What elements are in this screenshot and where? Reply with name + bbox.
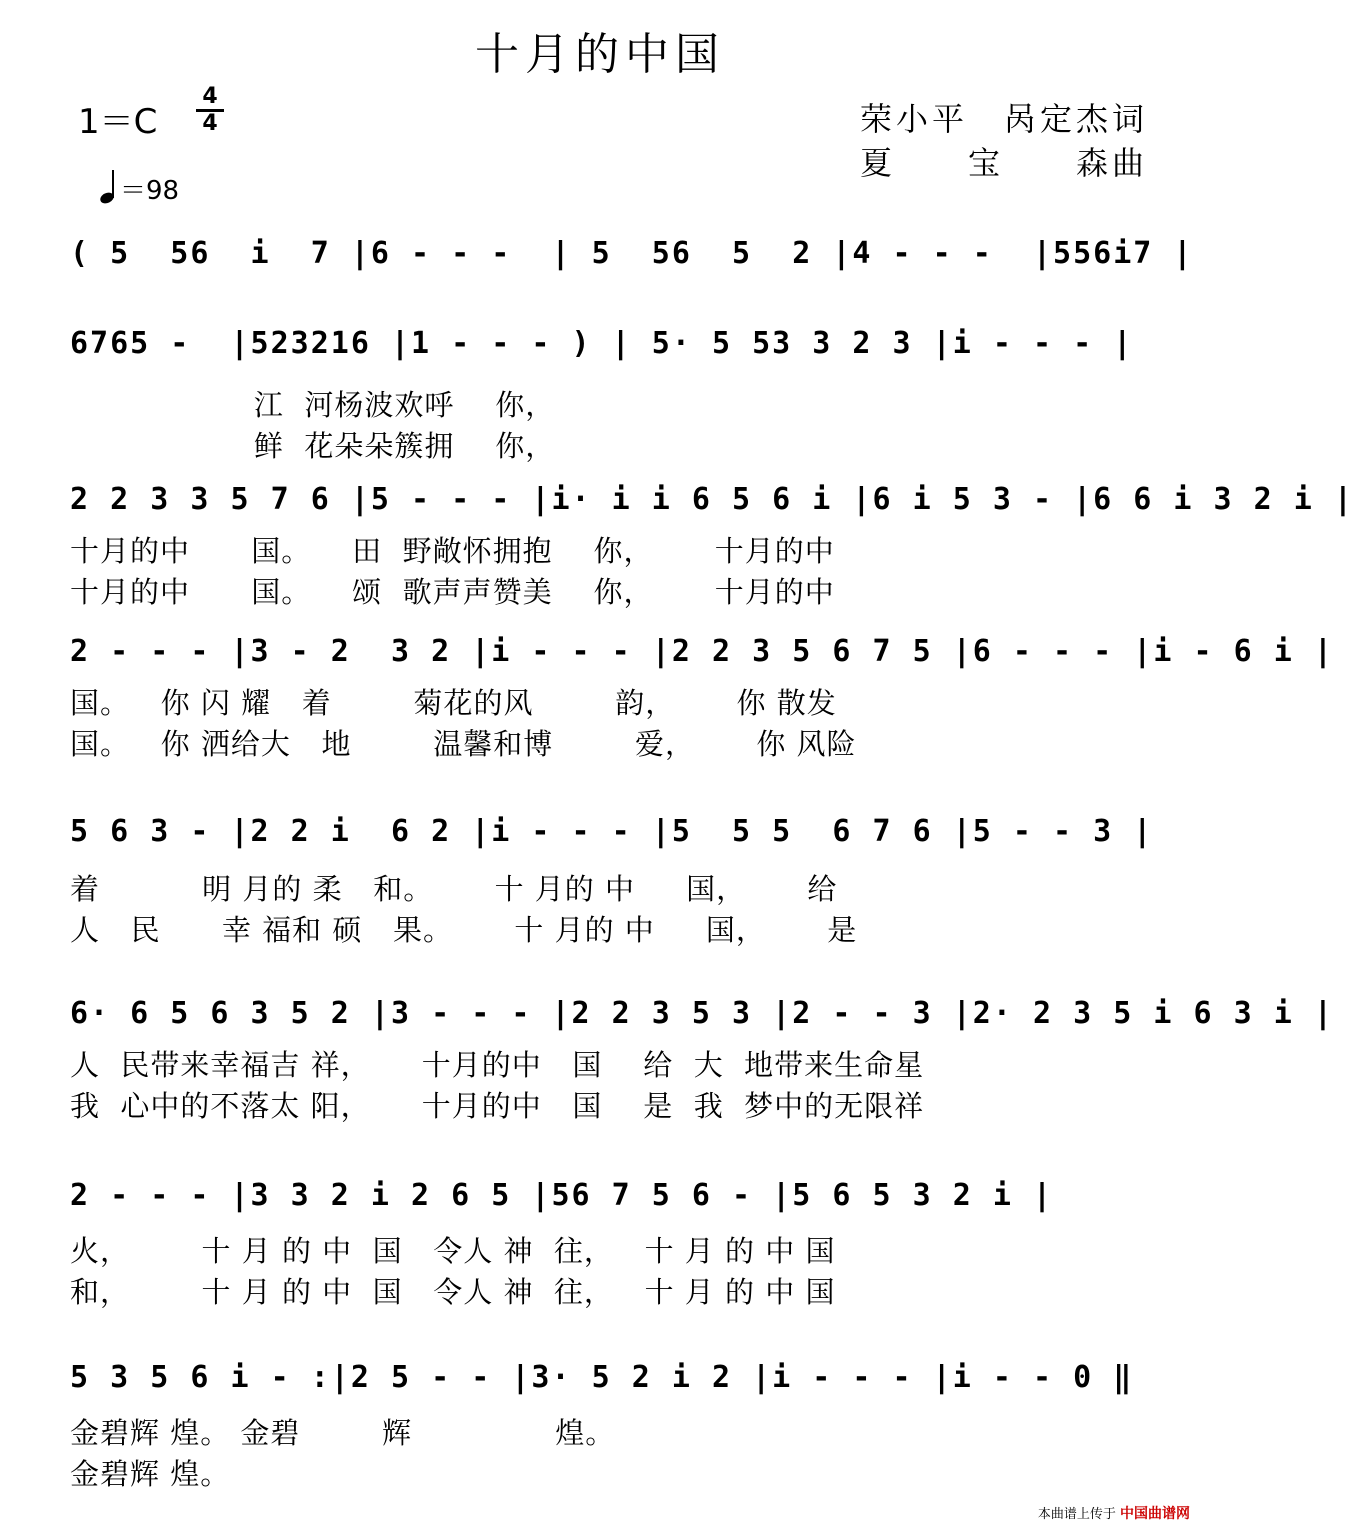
- lyric-line-1: 金碧辉 煌。 金碧 辉 煌。: [70, 1416, 616, 1450]
- score-system: [70, 326, 1160, 465]
- lyricist-credit: 荣小平 呙定杰词: [860, 100, 1149, 138]
- time-signature-top: 4: [202, 84, 218, 109]
- score-system: [70, 482, 1354, 611]
- tempo-value: ＝98: [120, 176, 180, 206]
- note-line: 6· 6 5 6 3 5 2 |3 - - - |2 2 3 5 3 |2 - - 3 |2· 2 3 5 i 6 3 i |: [70, 996, 1334, 1031]
- note-line: 2 - - - |3 - 2 3 2 |i - - - |2 2 3 5 6 7 5 |6 - - - |i - 6 i |: [70, 634, 1334, 669]
- time-signature-bottom: 4: [202, 111, 218, 136]
- note-line: 2 2 3 3 5 7 6 |5 - - - |i· i i 6 5 6 i |6 i 5 3 - |6 6 i 3 2 i |: [70, 482, 1354, 517]
- footer-prefix: 本曲谱上传于: [1037, 1507, 1116, 1522]
- tempo-marking: [100, 170, 179, 207]
- quarter-note-icon: [100, 173, 120, 203]
- lyric-line-2: 国。 你 洒给大 地 温馨和博 爱， 你 风险: [70, 727, 857, 761]
- lyric-line-2: 十月的中 国。 颂 歌声声赞美 你， 十月的中: [70, 575, 835, 609]
- score-system: [70, 634, 1334, 763]
- note-line: 2 - - - |3 3 2 i 2 6 5 |56 7 5 6 - |5 6 5 3 2 i |: [70, 1178, 1054, 1213]
- note-line: ( 5 56 i 7 |6 - - - | 5 56 5 2 |4 - - - |556i7 |: [70, 236, 1194, 271]
- note-line: 5 3 5 6 i - :|2 5 - - |3· 5 2 i 2 |i - - - |i - - 0 ‖: [70, 1360, 1134, 1395]
- lyric-line-2: 和， 十 月 的 中 国 令人 神 往， 十 月 的 中 国: [70, 1275, 836, 1309]
- score-system: [70, 996, 1334, 1125]
- lyric-line-2: 人 民 幸 福和 硕 果。 十 月的 中 国， 是: [70, 913, 858, 947]
- score-system: [70, 1178, 1160, 1311]
- upload-footer: [1038, 1503, 1190, 1523]
- lyric-line-1: 着 明 月的 柔 和。 十 月的 中 国， 给: [70, 872, 838, 906]
- note-line: 5 6 3 - |2 2 i 6 2 |i - - - |5 5 5 6 7 6 |5 - - 3 |: [70, 814, 1154, 849]
- note-line: 6765 - |523216 |1 - - - ) | 5· 5 53 3 2 3 |i - - - |: [70, 326, 1134, 361]
- lyric-line-2: 我 心中的不落太 阳， 十月的中 国 是 我 梦中的无限祥: [70, 1089, 925, 1123]
- time-signature: [196, 86, 224, 135]
- composer-credit: 夏 宝 森曲: [860, 144, 1149, 182]
- lyric-line-1: 人 民带来幸福吉 祥， 十月的中 国 给 大 地带来生命星: [70, 1048, 925, 1082]
- score-system: [70, 236, 1194, 271]
- lyric-line-1: 江 河杨波欢呼 你，: [70, 388, 556, 422]
- lyric-line-1: 火， 十 月 的 中 国 令人 神 往， 十 月 的 中 国: [70, 1234, 836, 1268]
- page-title: 十月的中国: [475, 29, 725, 80]
- score-system: [70, 1360, 1160, 1493]
- site-brand-logo[interactable]: 中国曲谱网: [1120, 1506, 1190, 1522]
- lyric-line-1: 国。 你 闪 耀 着 菊花的风 韵， 你 散发: [70, 686, 837, 720]
- lyric-line-2: 金碧辉 煌。: [70, 1457, 231, 1491]
- key-signature: 1＝C: [78, 102, 158, 142]
- score-system: [70, 814, 1160, 949]
- lyric-line-2: 鲜 花朵朵簇拥 你，: [70, 429, 556, 463]
- lyric-line-1: 十月的中 国。 田 野敞怀拥抱 你， 十月的中: [70, 534, 835, 568]
